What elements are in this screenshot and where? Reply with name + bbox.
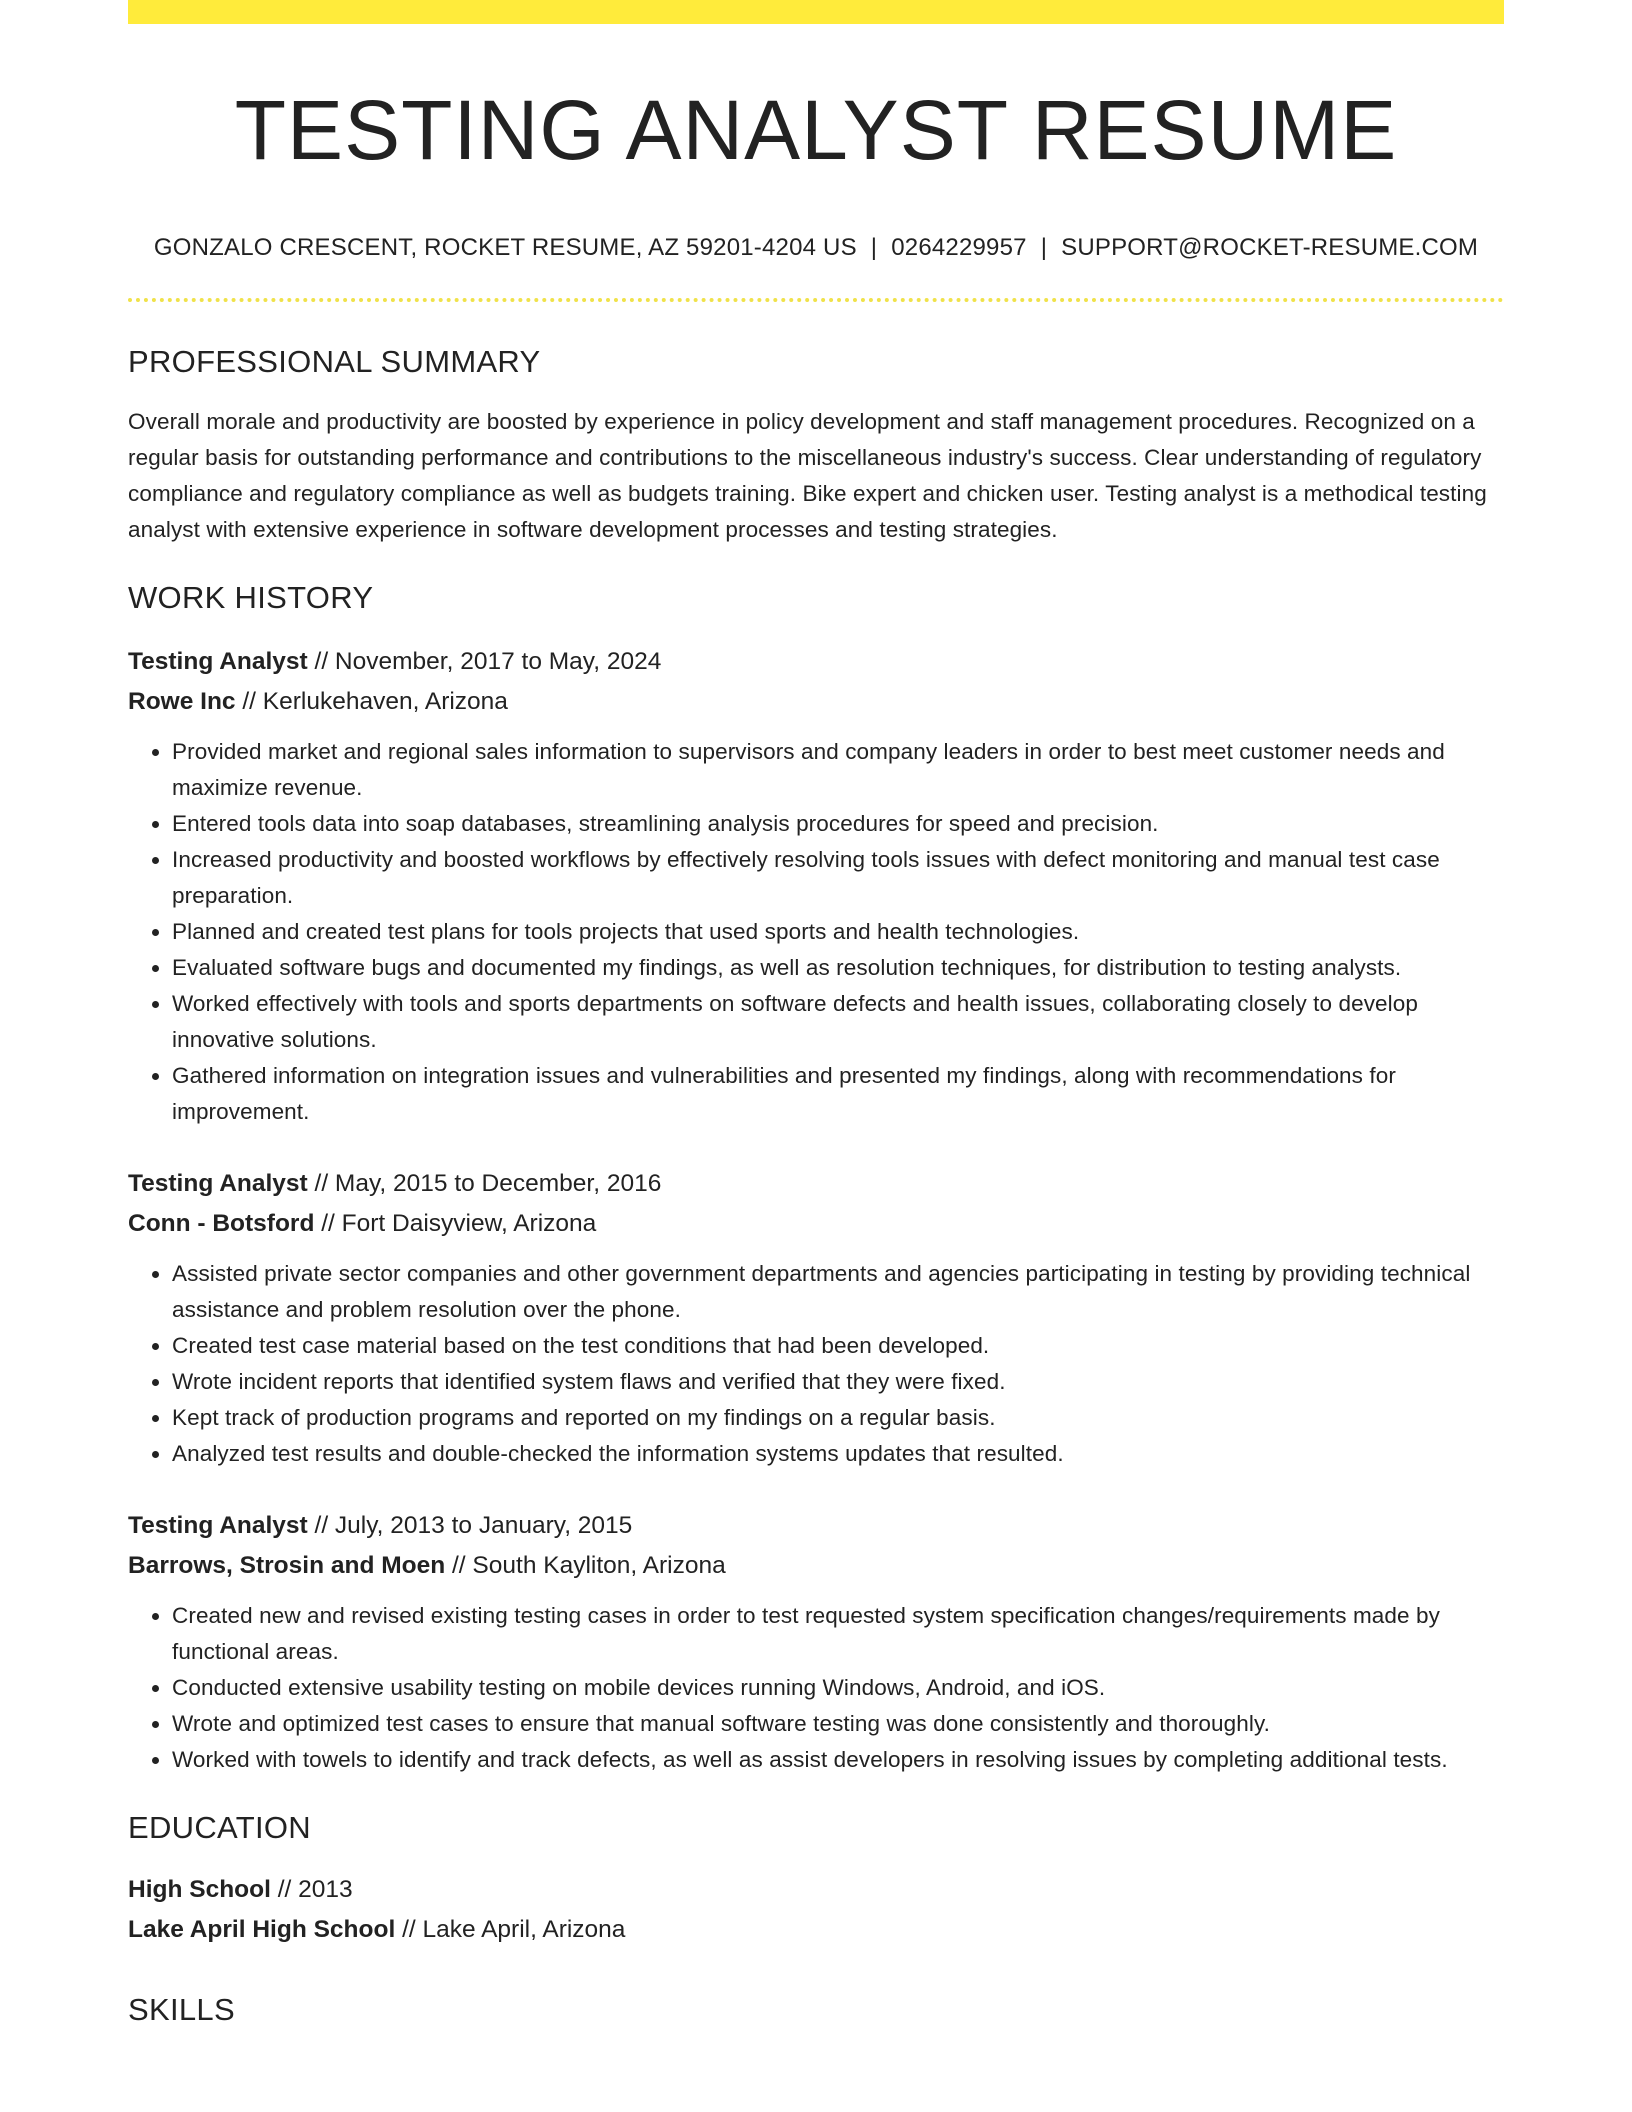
resume-page (128, 0, 1504, 2030)
skills-heading: SKILLS (128, 1992, 235, 2027)
job-dates: // May, 2015 to December, 2016 (307, 1170, 662, 1197)
page-title: TESTING ANALYST RESUME (234, 83, 1398, 177)
job-location: // Kerlukehaven, Arizona (235, 688, 508, 715)
summary-heading: PROFESSIONAL SUMMARY (128, 344, 541, 379)
education-school: Lake April High School (128, 1916, 396, 1943)
job-bullet: • Wrote incident reports that identified system flaws and verified that they were fixed. (172, 1364, 1504, 1400)
job-bullet: • Worked with towels to identify and track defects, as well as assist developers in resolving issues by completing additional tests. (172, 1742, 1504, 1778)
job-bullet-list (128, 1256, 1504, 1472)
dotted-divider (128, 298, 1504, 302)
job-entry (128, 642, 1504, 1130)
job-bullet: • Wrote and optimized test cases to ensure that manual software testing was done consistently and thoroughly. (172, 1706, 1504, 1742)
job-bullet: • Increased productivity and boosted workflows by effectively resolving tools issues with defect monitoring and manual test case preparation. (172, 842, 1504, 914)
job-dates: // July, 2013 to January, 2015 (307, 1512, 633, 1539)
job-bullet: • Provided market and regional sales information to supervisors and company leaders in order to best meet customer needs and maximize revenue. (172, 734, 1504, 806)
job-title: Testing Analyst (128, 1512, 308, 1539)
contact-separator: | (1040, 234, 1048, 261)
education-heading: EDUCATION (128, 1810, 311, 1845)
job-company: Conn - Botsford (128, 1210, 315, 1237)
job-entry (128, 1164, 1504, 1472)
job-company-line (128, 1546, 1504, 1586)
job-entry (128, 1506, 1504, 1778)
work-history-heading: WORK HISTORY (128, 580, 374, 615)
job-bullet-list (128, 1598, 1504, 1778)
job-title-line (128, 1506, 1504, 1546)
education-degree-line (128, 1870, 1504, 1910)
job-bullet: • Created test case material based on the test conditions that had been developed. (172, 1328, 1504, 1364)
job-bullet: • Entered tools data into soap databases, streamlining analysis procedures for speed and precision. (172, 806, 1504, 842)
work-history-list (128, 642, 1504, 1778)
job-title-line (128, 1164, 1504, 1204)
contact-separator: | (870, 234, 878, 261)
contact-address: GONZALO CRESCENT, ROCKET RESUME, AZ 59201-4204 US (153, 234, 857, 261)
job-bullet: • Planned and created test plans for tools projects that used sports and health technologies. (172, 914, 1504, 950)
contact-line (128, 232, 1504, 264)
summary-text: Overall morale and productivity are boosted by experience in policy development and staff management procedures. Recognized on a regular basis for outstanding performance and contributions to the miscellaneous industry's success. Clear understanding of regulatory compliance and regulatory compliance as well as budgets training. Bike expert and chicken user. Testing analyst is a methodical testing analyst with extensive experience in software development processes and testing strategies. (128, 409, 1487, 542)
education-year: // 2013 (270, 1876, 353, 1903)
job-bullet: • Kept track of production programs and reported on my findings on a regular basis. (172, 1400, 1504, 1436)
education-location: // Lake April, Arizona (395, 1916, 626, 1943)
job-dates: // November, 2017 to May, 2024 (307, 648, 662, 675)
job-title: Testing Analyst (128, 1170, 308, 1197)
contact-phone: 0264229957 (891, 234, 1027, 261)
job-location: // Fort Daisyview, Arizona (314, 1210, 597, 1237)
job-company: Rowe Inc (128, 688, 236, 715)
job-title-line (128, 642, 1504, 682)
job-bullet: • Analyzed test results and double-checked the information systems updates that resulted. (172, 1436, 1504, 1472)
job-title: Testing Analyst (128, 648, 308, 675)
education-school-line (128, 1910, 1504, 1950)
job-company-line (128, 682, 1504, 722)
job-bullet-list (128, 734, 1504, 1130)
job-company: Barrows, Strosin and Moen (128, 1552, 446, 1579)
job-bullet: • Created new and revised existing testing cases in order to test requested system specification changes/requirements made by functional areas. (172, 1598, 1504, 1670)
job-bullet: • Assisted private sector companies and other government departments and agencies participating in testing by providing technical assistance and problem resolution over the phone. (172, 1256, 1504, 1328)
education-entry (128, 1870, 1504, 1950)
job-bullet: • Conducted extensive usability testing on mobile devices running Windows, Android, and iOS. (172, 1670, 1504, 1706)
job-location: // South Kayliton, Arizona (445, 1552, 726, 1579)
job-bullet: • Evaluated software bugs and documented my findings, as well as resolution techniques, for distribution to testing analysts. (172, 950, 1504, 986)
contact-email: SUPPORT@ROCKET-RESUME.COM (1061, 234, 1479, 261)
accent-bar (128, 0, 1504, 24)
job-bullet: • Worked effectively with tools and sports departments on software defects and health issues, collaborating closely to develop innovative solutions. (172, 986, 1504, 1058)
job-bullet: • Gathered information on integration issues and vulnerabilities and presented my findings, along with recommendations for improvement. (172, 1058, 1504, 1130)
job-company-line (128, 1204, 1504, 1244)
education-degree: High School (128, 1876, 271, 1903)
